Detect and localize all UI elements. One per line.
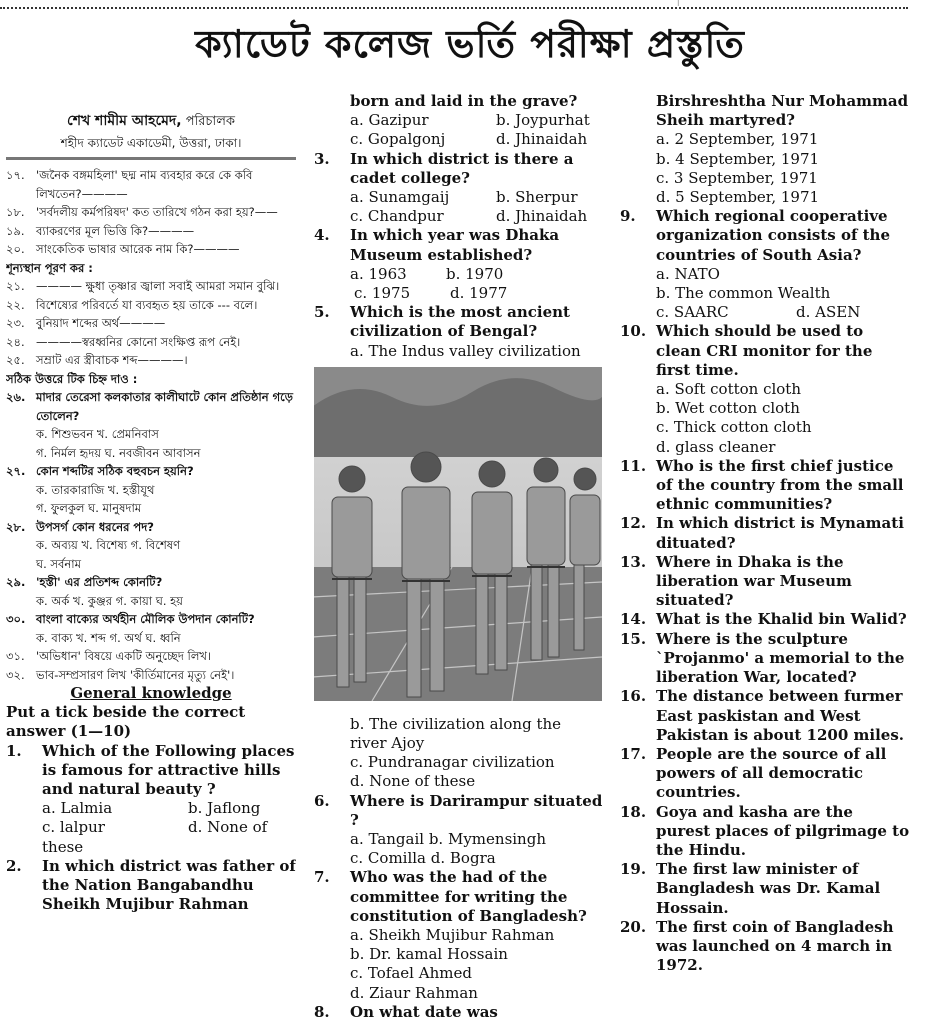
option[interactable]: a. 2 September, 1971 (656, 130, 819, 149)
question-number: 13. (620, 552, 647, 571)
item-text: ক. অব্যয় খ. বিশেষ্য গ. বিশেষণ (36, 538, 181, 552)
question-18 (620, 803, 910, 861)
question-text: In which district was father of the Nation Bangabandhu Sheikh Mujibur Rahman (42, 856, 296, 914)
instruction-line-2: answer (1—10) (6, 722, 132, 741)
item-text: বিশেষ্যের পরিবর্তে যা ব্যবহৃত হয় তাকে --- বলে। (36, 297, 258, 312)
question-number: 17. (620, 744, 647, 763)
question-15 (620, 630, 910, 688)
option[interactable]: d. glass cleaner (656, 437, 776, 456)
question-number: 19. (620, 860, 647, 879)
item-number: ২১. (6, 279, 25, 293)
bangla-item (6, 388, 296, 425)
option[interactable]: b. Sherpur (496, 188, 578, 207)
bangla-question-list (6, 166, 296, 684)
option[interactable]: b. 4 September, 1971 (656, 149, 820, 168)
author-organization: শহীদ ক্যাডেট একাডেমী, উত্তরা, ঢাকা। (60, 136, 242, 150)
item-number: ৩১. (6, 649, 25, 663)
option[interactable]: d. 5 September, 1971 (656, 188, 820, 207)
item-number: ২৫. (6, 353, 25, 367)
option[interactable]: d. Jhinaidah (496, 207, 588, 226)
option[interactable]: c. Tofael Ahmed (350, 964, 472, 983)
option[interactable]: a. Soft cotton cloth (656, 380, 801, 399)
question-text: What is the Khalid bin Walid? (656, 610, 907, 629)
question-text: The distance between furmer East paskistan and West Pakistan is about 1200 miles. (656, 687, 904, 744)
item-number: ৩২. (6, 667, 25, 682)
option[interactable]: a. Tangail b. Mymensingh (350, 830, 546, 849)
question-text: Goya and kasha are the purest places of pilgrimage to the Hindu. (656, 802, 910, 859)
bangla-item (6, 629, 296, 648)
options-row (314, 265, 606, 284)
question-2 (6, 857, 296, 915)
item-text: 'জনৈক বঙ্গমহিলা' ছদ্ম নাম ব্যবহার করে কে কবি লিখতেন?———— (36, 168, 253, 201)
top-dotted-rule (0, 7, 908, 9)
question-text: In which district is Mynamati dituated? (656, 514, 904, 552)
item-text: ভাব-সম্প্রসারণ লিখ 'কীর্তিমানের মৃত্যু নেই'। (36, 667, 235, 682)
option[interactable]: a. NATO (656, 264, 720, 283)
question-text: Where in Dhaka is the liberation war Museum situated? (656, 552, 852, 610)
item-text: সাংকেতিক ভাষার আরেক নাম কি?———— (36, 242, 240, 256)
cadets-marching-photo (314, 367, 602, 701)
bangla-item (6, 222, 296, 241)
question-text: On what date was (350, 1002, 498, 1021)
item-text: গ. নির্মল হৃদয় ঘ. নবজীবন আবাসন (36, 445, 201, 460)
page-banner-title: ক্যাডেট কলেজ ভর্তি পরীক্ষা প্রস্তুতি (195, 22, 745, 66)
bangla-item (6, 277, 296, 296)
column-english-right (620, 92, 910, 975)
question-number: 2. (6, 856, 22, 875)
options-row (314, 284, 606, 303)
bangla-item (6, 314, 296, 333)
bangla-item (6, 518, 296, 537)
question-text: Birshreshtha Nur Mohammad Sheih martyred? (656, 92, 909, 130)
bangla-item (6, 203, 296, 222)
question-number: 8. (314, 1002, 330, 1021)
top-fold-mark: ⁝ (677, 0, 680, 8)
question-number: 14. (620, 610, 647, 629)
item-text: 'হস্তী' এর প্রতিশব্দ কোনটি? (36, 575, 163, 589)
item-text: উপসর্গ কোন ধরনের পদ? (36, 519, 154, 534)
question-8-continued (620, 92, 910, 130)
option[interactable]: b. The common Wealth (656, 284, 831, 303)
item-number (6, 629, 36, 648)
bangla-item (6, 462, 296, 481)
item-number: ২৮. (6, 519, 26, 534)
options-row (314, 207, 606, 226)
option[interactable]: d. 1977 (450, 284, 508, 303)
item-number (6, 499, 36, 518)
question-7 (314, 868, 606, 926)
option[interactable]: d. Ziaur Rahman (350, 983, 478, 1002)
question-number: 9. (620, 207, 636, 226)
option[interactable]: d. Jhinaidah (496, 130, 588, 149)
question-text: Which of the Following places is famous for attractive hills and natural beauty ? (42, 741, 295, 799)
option[interactable]: d. ASEN (796, 303, 861, 322)
options-row (314, 188, 606, 207)
bangla-item (6, 481, 296, 500)
bangla-item (6, 555, 296, 574)
question-8 (314, 1003, 606, 1022)
item-number (6, 444, 36, 463)
item-number: ২২. (6, 297, 25, 312)
options-row (6, 818, 296, 837)
question-number: 10. (620, 322, 647, 341)
item-number (6, 592, 36, 611)
question-text: Where is Darirampur situated ? (350, 791, 603, 829)
item-number (6, 425, 36, 444)
bangla-item (6, 592, 296, 611)
question-text: Which should be used to clean CRI monitor for the first time. (656, 322, 873, 379)
question-20 (620, 918, 910, 976)
question-text: Which regional cooperative organization consists of the countries of South Asia? (656, 207, 891, 264)
option[interactable]: c. lalpur (42, 818, 105, 837)
author-name: শেখ শামীম আহমেদ, (67, 113, 182, 129)
question-text: Who is the first chief justice of the country from the small ethnic communities? (656, 456, 904, 514)
bangla-item (6, 536, 296, 555)
option[interactable]: c. Comilla d. Bogra (350, 849, 496, 868)
question-14 (620, 610, 910, 629)
option[interactable]: c. Thick cotton cloth (656, 418, 812, 437)
question-12 (620, 514, 910, 552)
options-row (314, 130, 606, 149)
column-english-middle (314, 92, 606, 1022)
question-text: Who was the had of the committee for writing the constitution of Bangladesh? (350, 868, 587, 925)
bangla-item (6, 296, 296, 315)
option[interactable]: a. Sheikh Mujibur Rahman (350, 926, 555, 945)
item-number (6, 555, 36, 574)
option[interactable]: c. Gopalgonj (350, 130, 446, 149)
item-number: ২৪. (6, 334, 25, 349)
question-number: 3. (314, 149, 330, 168)
question-16 (620, 687, 910, 745)
question-number: 20. (620, 917, 647, 936)
question-text: The first coin of Bangladesh was launched on 4 march in 1972. (656, 917, 894, 975)
bangla-item (6, 370, 296, 389)
bangla-item (6, 499, 296, 518)
item-text: শূন্যস্থান পূরণ কর : (6, 260, 93, 275)
question-5 (314, 303, 606, 341)
question-number: 18. (620, 802, 647, 821)
author-divider (6, 157, 296, 160)
author-heading (6, 110, 296, 133)
question-13 (620, 553, 910, 611)
option[interactable]: b. Dr. kamal Hossain (350, 945, 508, 964)
question-number: 7. (314, 868, 330, 887)
item-number: ২৬. (6, 390, 26, 404)
item-text: মাদার তেরেসা কলকাতার কালীঘাটে কোন প্রতিষ্ঠান গড়ে তোলেন? (36, 390, 293, 423)
option[interactable]: a. 1963 (350, 264, 407, 283)
item-text: ———— ক্ষুধা তৃষ্ণার জ্বালা সবাই আমরা সমান বুঝি। (36, 279, 280, 293)
bangla-item (6, 333, 296, 352)
bangla-item (6, 240, 296, 259)
item-text: সঠিক উত্তরে টিক চিহ্ন দাও : (6, 371, 138, 386)
item-text: ক. বাক্য খ. শব্দ গ. অর্থ ঘ. ধ্বনি (36, 630, 181, 645)
option-continuation: these (42, 837, 84, 856)
item-number: ১৭. (6, 168, 25, 182)
bangla-item (6, 444, 296, 463)
question-9 (620, 207, 910, 265)
question-number: 16. (620, 687, 647, 706)
question-1 (6, 742, 296, 800)
option[interactable]: d. None of these (350, 772, 476, 791)
question-number: 11. (620, 456, 647, 475)
item-text: কোন শব্দটির সঠিক বহুবচন হয়নি? (36, 464, 194, 478)
question-2-continued: born and laid in the grave? (350, 92, 578, 110)
option[interactable]: b. Wet cotton cloth (656, 399, 800, 418)
bangla-item (6, 166, 296, 203)
item-text: ব্যাকরণের মূল ভিত্তি কি?———— (36, 223, 195, 238)
column-bangla (6, 110, 296, 914)
bangla-item (6, 573, 296, 592)
item-number (6, 536, 36, 555)
option[interactable]: c. Pundranagar civilization (350, 753, 555, 772)
question-number: 15. (620, 629, 647, 648)
question-11 (620, 457, 910, 515)
bangla-item (6, 647, 296, 666)
item-number: ২৯. (6, 575, 26, 589)
question-17 (620, 745, 910, 803)
item-text: সম্রাট এর স্ত্রীবাচক শব্দ————। (36, 353, 188, 367)
question-number: 5. (314, 303, 330, 322)
item-number (6, 481, 36, 500)
question-3 (314, 150, 606, 188)
question-number: 6. (314, 791, 330, 810)
option[interactable]: d. None of (188, 818, 268, 837)
option[interactable]: a. Sunamgaij (350, 188, 450, 207)
item-text: 'অভিধান' বিষয়ে একটি অনুচ্ছেদ লিখ। (36, 649, 212, 663)
item-text: ————স্বরধ্বনির কোনো সংক্ষিপ্ত রূপ নেই। (36, 334, 241, 349)
bangla-item (6, 666, 296, 685)
item-number: ৩০. (6, 612, 26, 626)
question-4 (314, 226, 606, 264)
question-10 (620, 322, 910, 380)
question-text: Where is the sculpture `Projanmo' a memorial to the liberation War, located? (656, 629, 905, 687)
option[interactable]: c. 3 September, 1971 (656, 168, 818, 187)
bangla-item (6, 259, 296, 278)
option-continuation: river Ajoy (350, 734, 425, 753)
option[interactable]: c. SAARC (656, 303, 729, 322)
option[interactable]: b. The civilization along the (350, 714, 562, 733)
question-6 (314, 792, 606, 830)
instruction-line-1: Put a tick beside the correct (6, 703, 246, 722)
question-text: People are the source of all powers of all democratic countries. (656, 744, 887, 802)
item-text: বুনিয়াদ শব্দের অর্থ———— (36, 316, 166, 330)
item-number: ২৩. (6, 316, 25, 330)
option[interactable]: a. Gazipur (350, 111, 429, 130)
item-text: ক. তারকারাজি খ. হস্তীযূথ (36, 482, 155, 497)
item-text: গ. ফুলকুল ঘ. মানুষদাম (36, 501, 142, 515)
section-heading-general-knowledge: General knowledge (70, 684, 232, 702)
question-text: Which is the most ancient civilization of Bengal? (350, 303, 570, 341)
item-number: ১৮. (6, 205, 25, 219)
question-number: 12. (620, 514, 647, 533)
item-number: ২০. (6, 242, 25, 256)
option[interactable]: b. Jaflong (188, 799, 261, 818)
question-19 (620, 860, 910, 918)
item-text: 'সর্বদলীয় কর্মপরিষদ' কত তারিখে গঠন করা হয়?—— (36, 205, 278, 219)
options-row (314, 111, 606, 130)
option[interactable]: a. The Indus valley civilization (350, 341, 581, 360)
question-text: In which district is there a cadet college? (350, 149, 574, 187)
option[interactable]: a. Lalmia (42, 799, 113, 818)
question-number: 1. (6, 741, 22, 760)
question-text: In which year was Dhaka Museum established? (350, 226, 560, 264)
question-number: 4. (314, 226, 330, 245)
bangla-item (6, 610, 296, 629)
option[interactable]: b. Joypurhat (496, 111, 590, 130)
options-row (620, 303, 910, 322)
bangla-item (6, 425, 296, 444)
item-number: ২৭. (6, 464, 26, 478)
option[interactable]: b. 1970 (446, 264, 504, 283)
item-text: ক. শিশুভবন খ. প্রেমনিবাস (36, 427, 159, 441)
option[interactable]: c. 1975 (354, 284, 411, 303)
item-text: বাংলা বাক্যের অর্থহীন মৌলিক উপদান কোনটি? (36, 612, 255, 626)
options-row (6, 799, 296, 818)
question-text: The first law minister of Bangladesh was Dr. Kamal Hossain. (656, 860, 881, 917)
item-text: ক. অর্ক খ. কুঞ্জর গ. কায়া ঘ. হয় (36, 593, 183, 608)
short-question-list (620, 457, 910, 975)
item-text: ঘ. সর্বনাম (36, 556, 81, 571)
author-role: পরিচালক (185, 114, 235, 129)
option[interactable]: c. Chandpur (350, 207, 444, 226)
item-number: ১৯. (6, 223, 25, 238)
bangla-item (6, 351, 296, 370)
